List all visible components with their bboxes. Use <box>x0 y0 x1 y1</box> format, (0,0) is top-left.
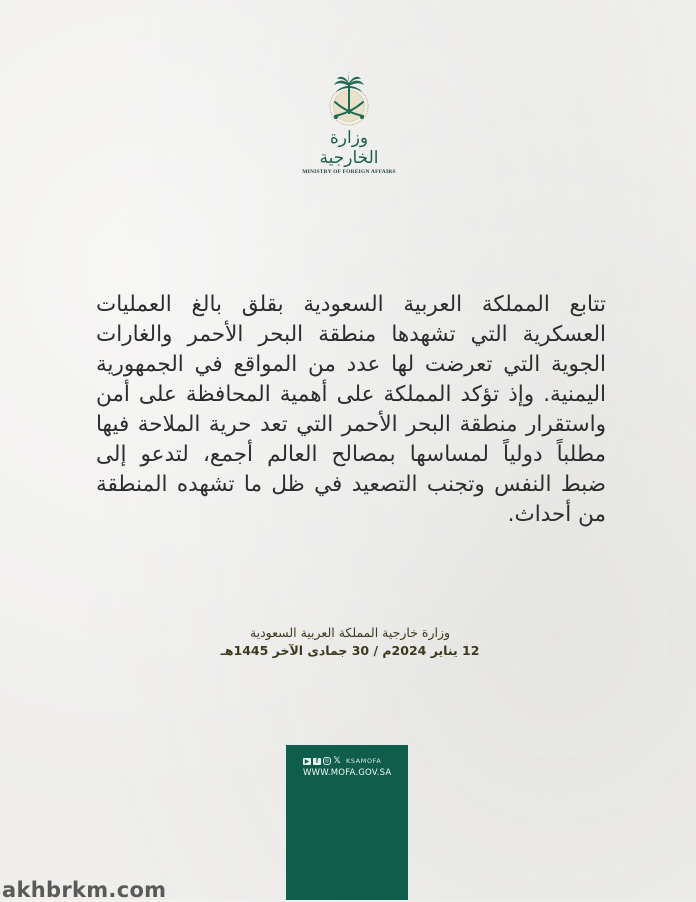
ministry-name-arabic: وزارة الخارجية <box>319 128 379 168</box>
x-icon[interactable]: 𝕏 <box>333 755 341 766</box>
youtube-icon[interactable]: ▶ <box>304 757 310 765</box>
instagram-icon[interactable]: ◎ <box>324 757 330 764</box>
issue-date: 12 يناير 2024م / 30 جمادى الآخر 1445هـ <box>220 643 480 658</box>
website-link[interactable]: WWW.MOFA.GOV.SA <box>303 768 392 778</box>
signature-block <box>200 624 500 660</box>
social-links <box>303 756 408 766</box>
social-handle[interactable]: KSAMOFA <box>346 757 382 765</box>
ministry-name-english: MINISTRY OF FOREIGN AFFAIRS <box>302 169 396 175</box>
footer-panel <box>286 745 408 900</box>
press-statement: تتابع المملكة العربية السعودية بقلق بالغ العمليات العسكرية التي تشهدها منطقة البحر الأحمر والغارات الجوية التي تعرضت لها عدد من المواقع في الجمهورية اليمنية. وإذ تؤكد المملكة على أهمية المحافظة على أمن واستقرار منطقة البحر الأحمر التي تعد حرية الملاحة فيها مطلباً دولياً لمساسها بمصالح العالم أجمع، لتدعو إلى ضبط النفس وتجنب التصعيد في ظل ما تشهده المنطقة من أحداث. <box>96 292 606 527</box>
issuer: وزارة خارجية المملكة العربية السعودية <box>249 625 451 640</box>
watermark: akhbrkm.com <box>2 878 167 902</box>
facebook-icon[interactable]: f <box>313 758 321 765</box>
saudi-emblem-icon <box>326 72 372 128</box>
ministry-logo <box>298 72 400 174</box>
